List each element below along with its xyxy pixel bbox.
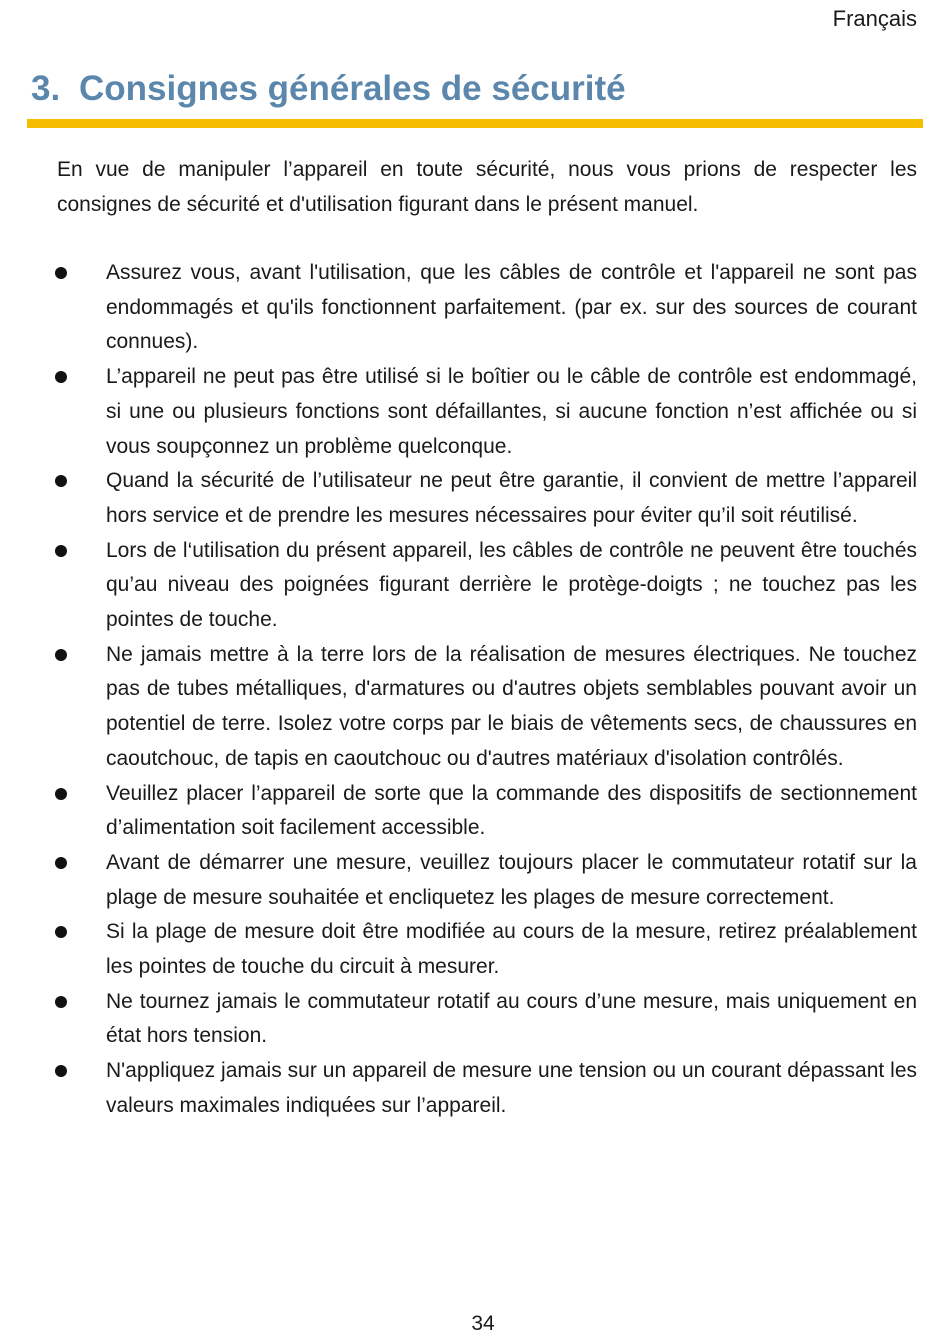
bullet-icon <box>55 475 67 487</box>
list-item <box>106 777 917 846</box>
list-item <box>106 256 917 360</box>
bullet-icon <box>55 267 67 279</box>
list-item-text: Si la plage de mesure doit être modifiée au cours de la mesure, retirez préalablement les pointes de touche du circuit à mesurer. <box>106 920 917 979</box>
section-title: Consignes générales de sécurité <box>79 69 626 108</box>
list-item-text: Ne jamais mettre à la terre lors de la réalisation de mesures électriques. Ne touchez pas de tubes métalliques, d'armatures ou d'autres objets semblables pouvant avoir un potentiel de terre. Isolez votre corps par le biais de vêtements secs, de chaussures en caoutchouc, de tapis en caoutchouc ou d'autres matériaux d'isolation contrôlés. <box>106 642 917 770</box>
list-item <box>106 464 917 533</box>
list-item-text: Quand la sécurité de l’utilisateur ne peut être garantie, il convient de mettre l’appareil hors service et de prendre les mesures nécessaires pour éviter qu’il soit réutilisé. <box>106 469 917 527</box>
list-item <box>106 985 917 1054</box>
section-heading <box>31 66 626 112</box>
page-number: 34 <box>471 1312 495 1335</box>
list-item <box>106 534 917 638</box>
list-item <box>106 360 917 464</box>
heading-divider <box>27 119 923 128</box>
list-item-text: N'appliquez jamais sur un appareil de mesure une tension ou un courant dépassant les valeurs maximales indiquées sur l’appareil. <box>106 1059 917 1117</box>
bullet-icon <box>55 545 67 557</box>
bullet-icon <box>55 1065 67 1077</box>
list-item-text: Veuillez placer l’appareil de sorte que la commande des dispositifs de sectionnement d’alimentation soit facilement accessible. <box>106 781 917 840</box>
bullet-icon <box>55 857 67 869</box>
list-item-text: Lors de l‘utilisation du présent appareil, les câbles de contrôle ne peuvent être touchés qu’au niveau des poignées figurant derrière le protège-doigts ; ne touchez pas les pointes de touche. <box>106 538 917 632</box>
intro-paragraph: En vue de manipuler l’appareil en toute sécurité, nous vous prions de respecter les consignes de sécurité et d'utilisation figurant dans le présent manuel. <box>57 158 917 216</box>
section-number: 3. <box>31 69 61 108</box>
bullet-icon <box>55 788 67 800</box>
list-item-text: Ne tournez jamais le commutateur rotatif au cours d’une mesure, mais uniquement en état hors tension. <box>106 989 917 1048</box>
list-item <box>106 915 917 984</box>
list-item-text: L’appareil ne peut pas être utilisé si le boîtier ou le câble de contrôle est endommagé, si une ou plusieurs fonctions sont défaillantes, si aucune fonction n’est affichée ou si vous soupçonnez un problème quelconque. <box>106 365 917 458</box>
bullet-icon <box>55 371 67 383</box>
list-item <box>106 638 917 777</box>
safety-instructions-list <box>0 256 950 1124</box>
bullet-icon <box>55 649 67 661</box>
list-item <box>106 846 917 915</box>
list-item-text: Avant de démarrer une mesure, veuillez toujours placer le commutateur rotatif sur la plage de mesure souhaitée et encliquetez les plages de mesure correctement. <box>106 850 917 909</box>
language-label: Français <box>832 6 917 31</box>
bullet-icon <box>55 996 67 1008</box>
list-item <box>106 1054 917 1123</box>
bullet-icon <box>55 926 67 938</box>
list-item-text: Assurez vous, avant l'utilisation, que les câbles de contrôle et l'appareil ne sont pas endommagés et qu'ils fonctionnent parfaitement. (par ex. sur des sources de courant connues). <box>106 261 917 354</box>
